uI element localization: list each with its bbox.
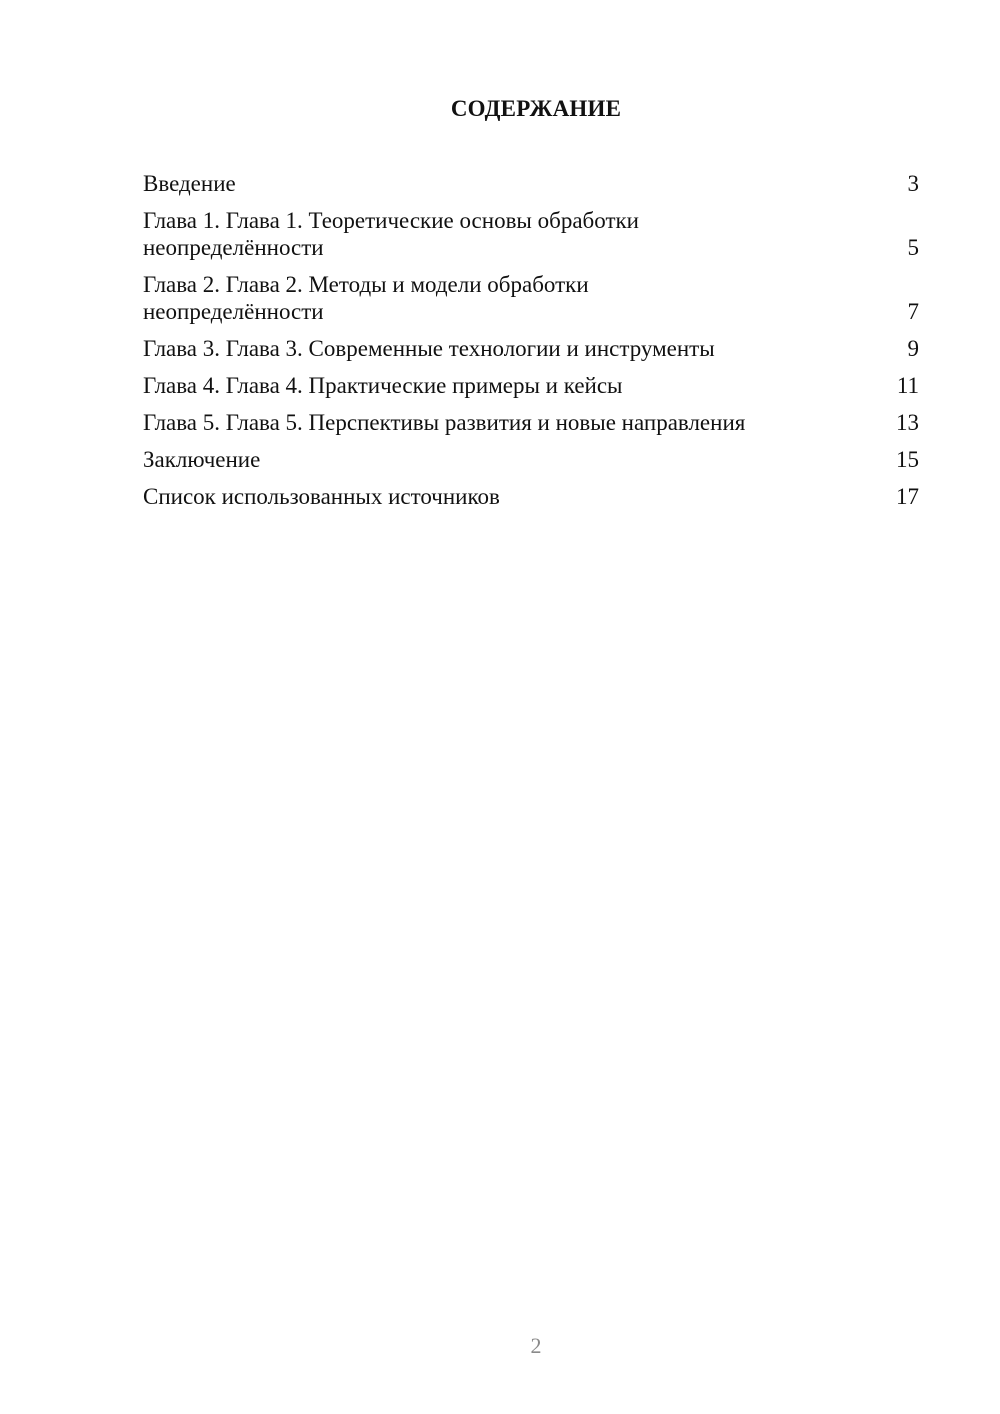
toc-entry-chapter-2[interactable] <box>143 271 919 325</box>
toc-entry-page: 5 <box>907 235 919 260</box>
toc-entry-title: Глава 2. Глава 2. Методы и модели обработки неопределённости <box>143 272 589 324</box>
toc-entry-chapter-4[interactable] <box>143 372 919 399</box>
toc-entry-page: 17 <box>896 484 919 509</box>
toc-entry-page: 9 <box>907 336 919 361</box>
toc-entry-conclusion[interactable] <box>143 446 919 473</box>
toc-entry-title: Список использованных источников <box>143 484 500 509</box>
toc-entry-chapter-5[interactable] <box>143 409 919 436</box>
toc-entry-chapter-1[interactable] <box>143 207 919 261</box>
toc-entry-introduction[interactable] <box>143 170 919 197</box>
page-number: 2 <box>530 1333 542 1358</box>
toc-entry-page: 11 <box>896 373 919 398</box>
toc-entry-title: Глава 3. Глава 3. Современные технологии и инструменты <box>143 336 715 361</box>
toc-entry-chapter-3[interactable] <box>143 335 919 362</box>
table-of-contents <box>143 170 919 520</box>
toc-entry-page: 3 <box>907 171 919 196</box>
toc-entry-title: Глава 1. Глава 1. Теоретические основы обработки неопределённости <box>143 208 639 260</box>
toc-entry-title: Глава 4. Глава 4. Практические примеры и кейсы <box>143 373 623 398</box>
toc-entry-page: 15 <box>896 447 919 472</box>
toc-entry-references[interactable] <box>143 483 919 510</box>
toc-entry-page: 13 <box>896 410 919 435</box>
toc-entry-title: Глава 5. Глава 5. Перспективы развития и новые направления <box>143 410 746 435</box>
toc-heading: СОДЕРЖАНИЕ <box>450 96 622 121</box>
toc-entry-page: 7 <box>907 299 919 324</box>
toc-entry-title: Введение <box>143 171 236 196</box>
toc-entry-title: Заключение <box>143 447 261 472</box>
